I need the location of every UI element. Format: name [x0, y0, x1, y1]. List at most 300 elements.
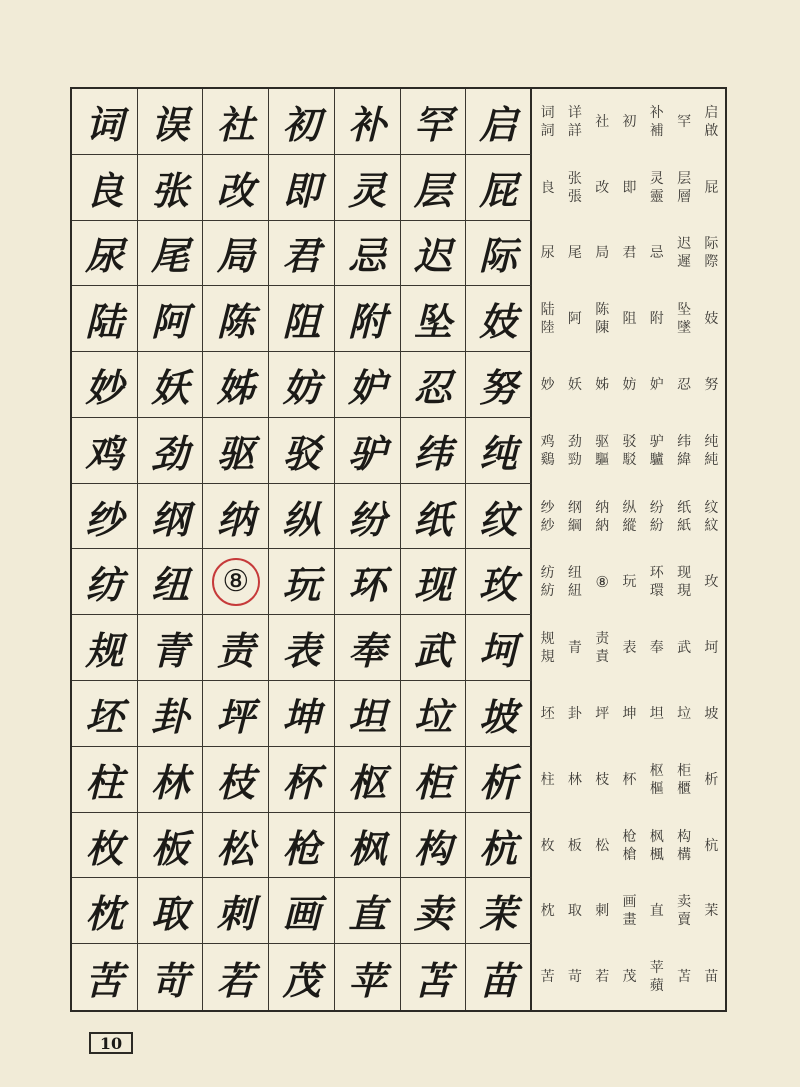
reference-char-cell — [643, 286, 670, 352]
reference-char-cell — [589, 813, 616, 879]
simplified-char: 杯 — [622, 771, 637, 788]
reference-char-cell — [616, 89, 643, 155]
handwritten-char-cell: 驴 — [335, 418, 401, 484]
simplified-char: 纵 — [622, 499, 637, 516]
reference-char-cell — [643, 221, 670, 287]
simplified-char: 苫 — [677, 969, 692, 986]
simplified-char: 茂 — [622, 969, 637, 986]
reference-char-cell — [616, 418, 643, 484]
traditional-char: 陳 — [595, 320, 610, 337]
traditional-char: 層 — [677, 188, 692, 205]
handwritten-char-cell: 妒 — [335, 352, 401, 418]
reference-char-cell — [616, 286, 643, 352]
simplified-char: 林 — [567, 771, 582, 788]
simplified-char: 张 — [567, 170, 582, 187]
simplified-char: 纽 — [567, 565, 582, 582]
simplified-char: 阿 — [567, 311, 582, 328]
simplified-char: 改 — [595, 179, 610, 196]
simplified-char: 现 — [677, 565, 692, 582]
simplified-char: 初 — [622, 113, 637, 130]
simplified-char: 际 — [704, 236, 719, 253]
handwritten-char-cell: 坠 — [401, 286, 467, 352]
reference-char-cell — [698, 549, 725, 615]
handwritten-char-cell: 驱 — [203, 418, 269, 484]
traditional-char: 緯 — [677, 451, 692, 468]
simplified-char: 坯 — [540, 705, 555, 722]
reference-char-cell — [670, 549, 697, 615]
reference-char-cell — [589, 418, 616, 484]
simplified-char: 坠 — [677, 302, 692, 319]
simplified-char: 杭 — [704, 837, 719, 854]
reference-char-cell — [561, 286, 588, 352]
simplified-char: 板 — [567, 837, 582, 854]
traditional-char: 責 — [595, 649, 610, 666]
handwritten-char-cell: 纲 — [138, 484, 204, 550]
traditional-char: 構 — [677, 846, 692, 863]
traditional-char: 墜 — [677, 320, 692, 337]
handwritten-char-cell: 社 — [203, 89, 269, 155]
reference-char-cell — [561, 549, 588, 615]
handwritten-char-cell: 柱 — [72, 747, 138, 813]
handwritten-char-cell: 局 — [203, 221, 269, 287]
reference-char-cell — [616, 878, 643, 944]
reference-char-cell — [561, 418, 588, 484]
reference-char-cell — [698, 352, 725, 418]
traditional-char: 蘋 — [649, 978, 664, 995]
simplified-char: 苛 — [567, 969, 582, 986]
reference-column — [534, 89, 725, 1010]
simplified-char: 灵 — [649, 170, 664, 187]
simplified-char: 画 — [622, 894, 637, 911]
reference-char-cell — [589, 878, 616, 944]
reference-char-cell — [643, 681, 670, 747]
handwritten-char-cell: 努 — [466, 352, 532, 418]
simplified-char: 纬 — [677, 433, 692, 450]
handwritten-char-cell: 坦 — [335, 681, 401, 747]
traditional-char: 際 — [704, 254, 719, 271]
simplified-char: 妙 — [540, 377, 555, 394]
traditional-char: 規 — [540, 649, 555, 666]
traditional-char: 啟 — [704, 122, 719, 139]
handwritten-char-cell: 玫 — [466, 549, 532, 615]
simplified-char: 取 — [567, 903, 582, 920]
handwritten-char-cell: 枚 — [72, 813, 138, 879]
traditional-char: 靈 — [649, 188, 664, 205]
simplified-char: 茉 — [704, 903, 719, 920]
handwritten-char-cell: 坷 — [466, 615, 532, 681]
simplified-char: 驴 — [649, 433, 664, 450]
traditional-char: 楓 — [649, 846, 664, 863]
handwritten-char-cell: 坤 — [269, 681, 335, 747]
reference-char-cell — [643, 418, 670, 484]
handwritten-char-cell: 枢 — [335, 747, 401, 813]
reference-char-cell — [561, 681, 588, 747]
copybook-frame — [70, 87, 727, 1012]
handwriting-grid — [72, 89, 532, 1010]
reference-char-cell — [698, 484, 725, 550]
reference-char-cell — [698, 286, 725, 352]
handwritten-char-cell: 苦 — [72, 944, 138, 1010]
reference-char-cell — [670, 681, 697, 747]
traditional-char: 納 — [595, 517, 610, 534]
traditional-char: 純 — [704, 451, 719, 468]
handwritten-char-cell: 迟 — [401, 221, 467, 287]
reference-char-cell — [670, 944, 697, 1010]
handwritten-char-cell: 纹 — [466, 484, 532, 550]
handwritten-char-cell: 杯 — [269, 747, 335, 813]
handwritten-char-cell: 陈 — [203, 286, 269, 352]
reference-char-cell — [643, 878, 670, 944]
simplified-char: 尾 — [567, 245, 582, 262]
traditional-char: 紙 — [677, 517, 692, 534]
simplified-char: 纳 — [595, 499, 610, 516]
handwritten-char-cell: 纺 — [72, 549, 138, 615]
reference-char-cell — [670, 484, 697, 550]
handwritten-char-cell: 良 — [72, 155, 138, 221]
reference-char-cell — [561, 352, 588, 418]
handwritten-char-cell: 阿 — [138, 286, 204, 352]
handwritten-char-cell: 玩 — [269, 549, 335, 615]
handwritten-char-cell: 纱 — [72, 484, 138, 550]
handwritten-char-cell: 枕 — [72, 878, 138, 944]
traditional-char: 驅 — [595, 451, 610, 468]
simplified-char: 松 — [595, 837, 610, 854]
simplified-char: 枪 — [622, 828, 637, 845]
handwritten-char-cell: 误 — [138, 89, 204, 155]
simplified-char: 枝 — [595, 771, 610, 788]
reference-char-cell — [616, 615, 643, 681]
simplified-char: 陈 — [595, 302, 610, 319]
reference-char-cell — [643, 944, 670, 1010]
handwritten-char-cell: 析 — [466, 747, 532, 813]
handwritten-char-cell: 苗 — [466, 944, 532, 1010]
handwritten-char-cell: 际 — [466, 221, 532, 287]
reference-char-cell — [534, 615, 561, 681]
simplified-char: 努 — [704, 377, 719, 394]
handwritten-char-cell: 阻 — [269, 286, 335, 352]
traditional-char: 張 — [567, 188, 582, 205]
reference-char-cell — [534, 352, 561, 418]
handwritten-char-cell: 板 — [138, 813, 204, 879]
simplified-char: 妓 — [704, 311, 719, 328]
reference-char-cell — [534, 484, 561, 550]
handwritten-char-cell: 层 — [401, 155, 467, 221]
simplified-char: 词 — [540, 104, 555, 121]
handwritten-char-cell: 鸡 — [72, 418, 138, 484]
simplified-char: 坷 — [704, 640, 719, 657]
reference-char-cell — [643, 747, 670, 813]
simplified-char: 枢 — [649, 762, 664, 779]
handwritten-char-cell: 姊 — [203, 352, 269, 418]
simplified-char: 驳 — [622, 433, 637, 450]
reference-char-cell — [616, 681, 643, 747]
traditional-char: 詳 — [567, 122, 582, 139]
reference-char-cell — [616, 155, 643, 221]
reference-char-cell — [534, 747, 561, 813]
simplified-char: 屁 — [704, 179, 719, 196]
reference-char-cell — [616, 221, 643, 287]
simplified-char: 启 — [704, 104, 719, 121]
traditional-char: 紛 — [649, 517, 664, 534]
handwritten-char-cell: 茂 — [269, 944, 335, 1010]
traditional-char: 樞 — [649, 780, 664, 797]
simplified-char: 苗 — [704, 969, 719, 986]
handwritten-char-cell: 纳 — [203, 484, 269, 550]
handwritten-char-cell: 武 — [401, 615, 467, 681]
reference-char-cell — [534, 549, 561, 615]
simplified-char: 柱 — [540, 771, 555, 788]
simplified-char: 苹 — [649, 960, 664, 977]
simplified-char: 武 — [677, 640, 692, 657]
handwritten-char-cell: 柜 — [401, 747, 467, 813]
simplified-char: 罕 — [677, 113, 692, 130]
reference-char-cell — [589, 286, 616, 352]
traditional-char: 畫 — [622, 912, 637, 929]
reference-char-cell — [698, 89, 725, 155]
simplified-char: 规 — [540, 631, 555, 648]
traditional-char: 陸 — [540, 320, 555, 337]
reference-char-cell — [670, 155, 697, 221]
reference-char-cell — [561, 89, 588, 155]
simplified-char: 卦 — [567, 705, 582, 722]
handwritten-char-cell: 奉 — [335, 615, 401, 681]
handwritten-char-cell: 责 — [203, 615, 269, 681]
simplified-char: 直 — [649, 903, 664, 920]
simplified-char: 君 — [622, 245, 637, 262]
simplified-char: 刺 — [595, 903, 610, 920]
handwritten-char-cell: 君 — [269, 221, 335, 287]
reference-char-cell — [670, 878, 697, 944]
reference-char-cell — [698, 418, 725, 484]
simplified-char: 详 — [567, 104, 582, 121]
simplified-char: 玩 — [622, 574, 637, 591]
handwritten-char-cell: 枫 — [335, 813, 401, 879]
handwritten-char-cell: 妙 — [72, 352, 138, 418]
simplified-char: 析 — [704, 771, 719, 788]
handwritten-char-cell: 纵 — [269, 484, 335, 550]
reference-char-cell — [616, 484, 643, 550]
handwritten-char-cell: 纬 — [401, 418, 467, 484]
handwritten-char-cell: 纷 — [335, 484, 401, 550]
handwritten-char-cell: 卦 — [138, 681, 204, 747]
reference-char-cell — [616, 549, 643, 615]
handwritten-char-cell: 规 — [72, 615, 138, 681]
simplified-char: 奉 — [649, 640, 664, 657]
handwritten-char-cell: 坡 — [466, 681, 532, 747]
handwritten-char-cell: 尿 — [72, 221, 138, 287]
reference-char-cell — [534, 155, 561, 221]
simplified-char: 枫 — [649, 828, 664, 845]
reference-char-cell — [670, 418, 697, 484]
traditional-char: 紐 — [567, 583, 582, 600]
handwritten-char-cell: 刺 — [203, 878, 269, 944]
reference-char-cell — [670, 615, 697, 681]
simplified-char: 纲 — [567, 499, 582, 516]
reference-char-cell — [589, 352, 616, 418]
reference-char-cell — [698, 681, 725, 747]
reference-char-cell — [589, 221, 616, 287]
handwritten-char-cell: 初 — [269, 89, 335, 155]
handwritten-char-cell: 松 — [203, 813, 269, 879]
reference-char-cell — [698, 221, 725, 287]
handwritten-char-cell: 陆 — [72, 286, 138, 352]
reference-char-cell — [561, 878, 588, 944]
simplified-char: 忌 — [649, 245, 664, 262]
handwritten-char-cell: 纽 — [138, 549, 204, 615]
reference-char-cell — [616, 747, 643, 813]
reference-char-cell — [534, 878, 561, 944]
traditional-char: 賣 — [677, 912, 692, 929]
reference-char-cell — [561, 813, 588, 879]
simplified-char: 良 — [540, 179, 555, 196]
reference-char-cell — [698, 615, 725, 681]
reference-char-cell — [643, 615, 670, 681]
handwritten-char-cell: 若 — [203, 944, 269, 1010]
simplified-char: 劲 — [567, 433, 582, 450]
reference-char-cell — [670, 352, 697, 418]
traditional-char: 槍 — [622, 846, 637, 863]
traditional-char: 縱 — [622, 517, 637, 534]
traditional-char: 駁 — [622, 451, 637, 468]
handwritten-char-cell: 表 — [269, 615, 335, 681]
reference-char-cell — [534, 221, 561, 287]
handwritten-char-cell: 启 — [466, 89, 532, 155]
reference-char-cell — [589, 549, 616, 615]
handwritten-char-cell: 驳 — [269, 418, 335, 484]
reference-char-cell — [698, 944, 725, 1010]
page-number: 10 — [89, 1032, 133, 1054]
handwritten-char-cell: 直 — [335, 878, 401, 944]
simplified-char: 玫 — [704, 574, 719, 591]
simplified-char: 表 — [622, 640, 637, 657]
traditional-char: 綱 — [567, 517, 582, 534]
handwritten-char-cell: 环 — [335, 549, 401, 615]
simplified-char: 即 — [622, 179, 637, 196]
reference-char-cell — [698, 747, 725, 813]
reference-char-cell — [698, 155, 725, 221]
simplified-char: 尿 — [540, 245, 555, 262]
reference-char-cell — [561, 747, 588, 813]
handwritten-char-cell: 画 — [269, 878, 335, 944]
simplified-char: 补 — [649, 104, 664, 121]
handwritten-char-cell: 词 — [72, 89, 138, 155]
reference-char-cell — [561, 944, 588, 1010]
reference-char-cell — [643, 89, 670, 155]
simplified-char: 妒 — [649, 377, 664, 394]
simplified-char: 驱 — [595, 433, 610, 450]
reference-char-cell — [643, 484, 670, 550]
handwritten-char-cell: 杭 — [466, 813, 532, 879]
simplified-char: 社 — [595, 113, 610, 130]
simplified-char: 青 — [567, 640, 582, 657]
simplified-char: 垃 — [677, 705, 692, 722]
reference-char-cell — [561, 155, 588, 221]
simplified-char: 鸡 — [540, 433, 555, 450]
handwritten-char-cell: 林 — [138, 747, 204, 813]
handwritten-char-cell: 妖 — [138, 352, 204, 418]
simplified-char: 妖 — [567, 377, 582, 394]
reference-char-cell — [698, 878, 725, 944]
reference-char-cell — [670, 747, 697, 813]
reference-char-cell — [698, 813, 725, 879]
reference-char-cell — [589, 155, 616, 221]
simplified-char: 附 — [649, 311, 664, 328]
handwritten-char-cell: 卖 — [401, 878, 467, 944]
handwritten-char-cell: 罕 — [401, 89, 467, 155]
simplified-char: ⑧ — [595, 573, 609, 592]
traditional-char: 現 — [677, 583, 692, 600]
simplified-char: 纺 — [540, 565, 555, 582]
simplified-char: 卖 — [677, 894, 692, 911]
reference-char-cell — [643, 352, 670, 418]
handwritten-char-cell — [203, 549, 269, 615]
simplified-char: 纯 — [704, 433, 719, 450]
traditional-char: 環 — [649, 583, 664, 600]
reference-char-cell — [670, 221, 697, 287]
traditional-char: 驢 — [649, 451, 664, 468]
traditional-char: 紋 — [704, 517, 719, 534]
traditional-char: 紗 — [540, 517, 555, 534]
handwritten-char-cell: 劲 — [138, 418, 204, 484]
reference-char-cell — [616, 813, 643, 879]
handwritten-char-cell: 张 — [138, 155, 204, 221]
handwritten-char-cell: 屁 — [466, 155, 532, 221]
simplified-char: 坦 — [649, 705, 664, 722]
simplified-char: 柜 — [677, 762, 692, 779]
reference-char-cell — [589, 89, 616, 155]
reference-char-cell — [589, 944, 616, 1010]
handwritten-char-cell: 纸 — [401, 484, 467, 550]
handwritten-char-cell: 苛 — [138, 944, 204, 1010]
reference-char-cell — [534, 89, 561, 155]
simplified-char: 妨 — [622, 377, 637, 394]
handwritten-char-cell: 垃 — [401, 681, 467, 747]
reference-char-cell — [589, 681, 616, 747]
traditional-char: 遲 — [677, 254, 692, 271]
simplified-char: 苦 — [540, 969, 555, 986]
handwritten-char-cell: 青 — [138, 615, 204, 681]
reference-char-cell — [534, 418, 561, 484]
reference-char-cell — [589, 615, 616, 681]
simplified-char: 纱 — [540, 499, 555, 516]
traditional-char: 櫃 — [677, 780, 692, 797]
simplified-char: 环 — [649, 565, 664, 582]
simplified-char: 局 — [595, 245, 610, 262]
handwritten-char-cell: 取 — [138, 878, 204, 944]
handwritten-char-cell: 附 — [335, 286, 401, 352]
handwritten-char-cell: 补 — [335, 89, 401, 155]
reference-char-cell — [561, 221, 588, 287]
reference-char-cell — [643, 813, 670, 879]
simplified-char: 纷 — [649, 499, 664, 516]
handwritten-char-cell: 坯 — [72, 681, 138, 747]
handwritten-char-cell: 枪 — [269, 813, 335, 879]
handwritten-char-cell: 构 — [401, 813, 467, 879]
simplified-char: 纸 — [677, 499, 692, 516]
traditional-char: 勁 — [567, 451, 582, 468]
reference-char-cell — [670, 286, 697, 352]
simplified-char: 迟 — [677, 236, 692, 253]
simplified-char: 坤 — [622, 705, 637, 722]
handwritten-char-cell: 尾 — [138, 221, 204, 287]
traditional-char: 鷄 — [540, 451, 555, 468]
handwritten-char-cell: 改 — [203, 155, 269, 221]
traditional-char: 詞 — [540, 122, 555, 139]
handwritten-char-cell: 妓 — [466, 286, 532, 352]
handwritten-char-cell: 忍 — [401, 352, 467, 418]
reference-char-cell — [589, 484, 616, 550]
circled-marker: ⑧ — [212, 558, 260, 606]
